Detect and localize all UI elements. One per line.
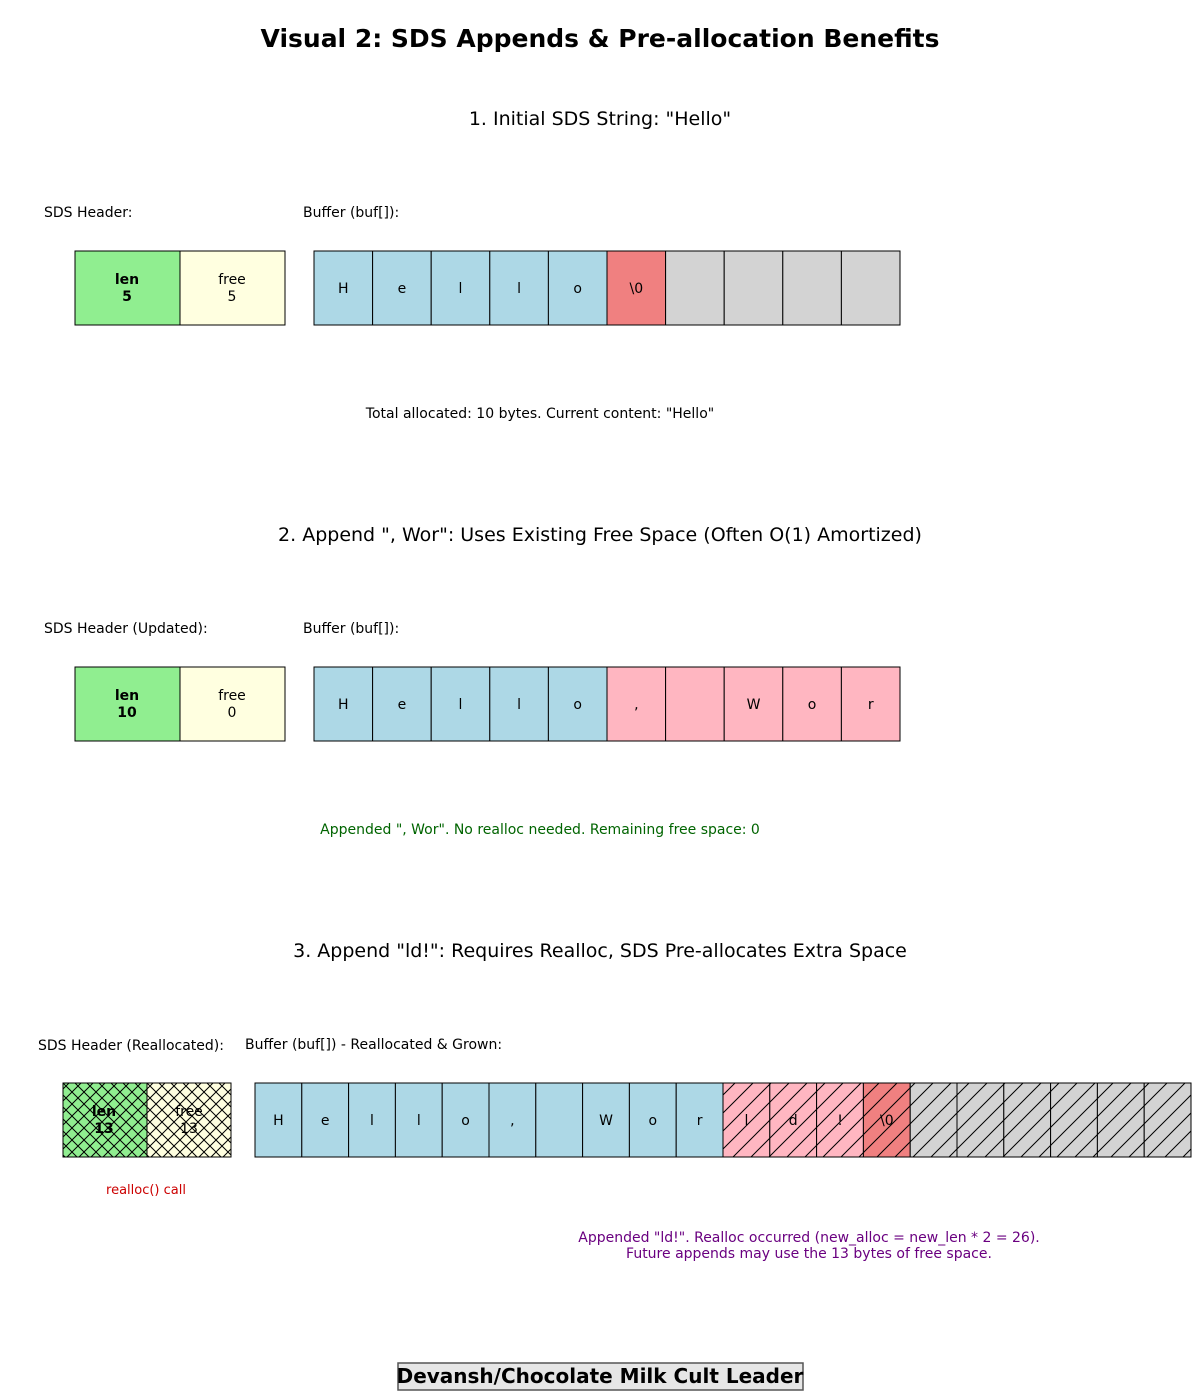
section-1-header [75,251,285,325]
len-label: len [91,1104,117,1120]
buffer-cell [783,251,842,325]
buffer-cell-hatch [957,1083,1004,1157]
buffer-cell [841,251,900,325]
buffer-cell [724,251,783,325]
buffer-cell-char: o [807,697,817,713]
buffer-cell-char: \0 [629,281,644,297]
buffer-cell-char: e [397,281,407,297]
section-2-header-label: SDS Header (Updated): [44,621,208,637]
free-label: free [218,688,246,704]
free-field [180,251,285,325]
section-3-note-line-2: Future appends may use the 13 bytes of free space. [626,1246,992,1262]
buffer-cell-char: l [744,1113,749,1129]
footer-text: Devansh/Chocolate Milk Cult Leader [396,1364,804,1388]
len-value: 13 [94,1121,114,1137]
len-label: len [114,688,140,704]
section-2-header [75,667,285,741]
buffer-cell-hatch [910,1083,957,1157]
section-2-title: 2. Append ", Wor": Uses Existing Free Space (Often O(1) Amortized) [278,524,922,546]
buffer-cell [536,1083,583,1157]
buffer-cell-char: H [338,281,349,297]
buffer-cell-char: o [461,1113,470,1129]
section-1-title: 1. Initial SDS String: "Hello" [468,108,732,130]
buffer-cell-char: r [867,697,874,713]
section-3-title: 3. Append "ld!": Requires Realloc, SDS Pre-allocates Extra Space [293,940,907,962]
section-3-header-label: SDS Header (Reallocated): [38,1038,224,1054]
buffer-cell-char: H [273,1113,284,1129]
buffer-cell-char: l [517,281,522,297]
buffer-cell-char: r [696,1113,703,1129]
buffer-cell-char: ! [837,1113,843,1129]
section-3-buffer [255,1083,1191,1157]
free-value: 0 [227,705,237,721]
section-3-note-line-1: Appended "ld!". Realloc occurred (new_alloc = new_len * 2 = 26). [578,1230,1040,1246]
buffer-cell-hatch [1051,1083,1098,1157]
section-2-buffer-label: Buffer (buf[]): [303,621,400,637]
buffer-cell-char: o [573,281,582,297]
buffer-cell-char: H [338,697,349,713]
section-1-header-label: SDS Header: [44,205,133,221]
section-1-note: Total allocated: 10 bytes. Current content: "Hello" [365,406,715,422]
buffer-cell-hatch [1004,1083,1051,1157]
len-field [75,251,180,325]
page-title: Visual 2: SDS Appends & Pre-allocation Benefits [260,24,940,53]
free-field [180,667,285,741]
free-value: 13 [180,1121,198,1137]
buffer-cell-char: l [458,281,463,297]
buffer-cell-char: W [599,1113,613,1129]
buffer-cell-char: , [634,697,639,713]
buffer-cell [666,667,725,741]
buffer-cell-hatch [1144,1083,1191,1157]
len-label: len [114,272,140,288]
section-1-buffer [314,251,900,325]
len-field-hatch [63,1083,147,1157]
len-value: 5 [122,289,132,305]
buffer-cell-char: l [517,697,522,713]
free-label: free [175,1104,203,1120]
buffer-cell-char: o [648,1113,658,1129]
free-value: 5 [227,289,237,305]
realloc-note: realloc() call [106,1183,186,1198]
section-2-note: Appended ", Wor". No realloc needed. Remaining free space: 0 [320,822,760,838]
buffer-cell-char: e [397,697,407,713]
free-field-hatch [147,1083,231,1157]
buffer-cell-char: o [573,697,582,713]
section-3-header [63,1083,231,1157]
buffer-cell-char: l [370,1113,374,1129]
buffer-cell-char: \0 [879,1113,894,1129]
buffer-cell-char: W [746,697,761,713]
buffer-cell [666,251,725,325]
buffer-cell-char: e [320,1113,330,1129]
section-3-buffer-label: Buffer (buf[]) - Reallocated & Grown: [245,1037,503,1053]
buffer-cell-hatch [1097,1083,1144,1157]
len-field [75,667,180,741]
buffer-cell-char: l [458,697,463,713]
buffer-cell-char: l [416,1113,421,1129]
section-1-buffer-label: Buffer (buf[]): [303,205,400,221]
buffer-cell-char: , [510,1113,515,1129]
len-value: 10 [117,705,137,721]
buffer-cell-char: d [788,1113,798,1129]
section-2-buffer [314,667,900,741]
free-label: free [218,272,246,288]
